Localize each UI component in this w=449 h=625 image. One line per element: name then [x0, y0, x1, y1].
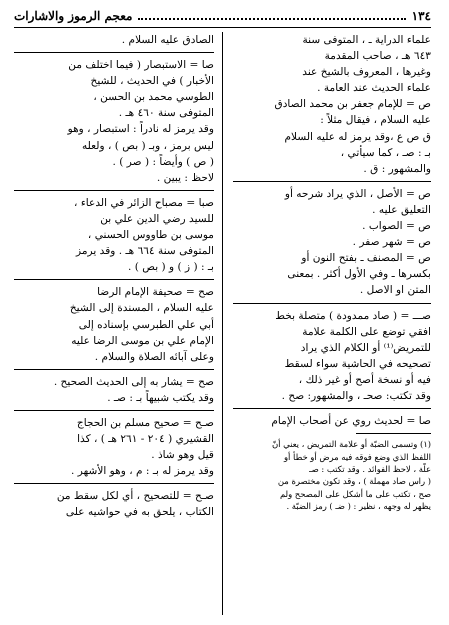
text-line: وقد يرمز له بـ : م ، وهو الأشهر . [70, 465, 214, 478]
text-line: افقي توضع على الكلمة علامة [302, 325, 431, 338]
entry-separator [14, 190, 214, 191]
page-header [14, 6, 431, 26]
text-line: الطوسي محمد بن الحسن ، [93, 91, 214, 104]
left-column [14, 32, 214, 525]
text-line: ق ص ع ،وقد يرمز له عليه السلام [284, 130, 431, 143]
text-line: عليه السلام ، المسندة إلى الشيخ [69, 302, 214, 315]
text-line: صح = صحيفة الإمام الرضا [97, 286, 214, 299]
entry-separator [14, 279, 214, 280]
entry-misbah [14, 195, 214, 275]
entry-block-3 [233, 308, 431, 405]
text-line: المتوفى سنة ٤٦٠ هـ . [118, 107, 214, 120]
text-line: صـح = صحيح مسلم بن الحجاج [76, 416, 214, 429]
entry-block-1 [233, 32, 431, 177]
text-line: ص = الأصل ، الذي يراد شرحه أو [284, 187, 431, 200]
entry-separator [233, 303, 431, 304]
entry-separator [233, 181, 431, 182]
page-number: ١٣٤ [411, 9, 431, 23]
text-line: بكسرها ـ وفي الأول أكثر . بمعنى [287, 268, 431, 281]
entry-separator [14, 369, 214, 370]
text-line: صا = لحديث روي عن أصحاب الإمام [271, 415, 431, 428]
text-line: وقد يرمز له نادراً : استبصار ، وهو [67, 123, 214, 136]
text-line: لاحظ : يبين . [156, 171, 214, 184]
text-line: بـ : صـ ، كما سيأتي ، [340, 146, 431, 159]
text-line: ليس برمز ، وبـ ( بص ) ، ولعله [81, 139, 214, 152]
text-line: المتوفى سنة ٦٦٤ هـ . وقد يرمز [75, 245, 214, 258]
header-dotted-leader [138, 12, 405, 20]
text-line: ص = الصواب . [362, 220, 431, 233]
entry-separator [14, 52, 214, 53]
entry-continuation [14, 32, 214, 48]
entry-tashih [14, 488, 214, 520]
footnote-line: ( راس صاد مهملة ) ، وقد تكون مختصرة من [277, 476, 431, 487]
text-line: قيل وهو شاذ . [151, 449, 214, 462]
text-line: صا = الاستبصار ( فيما اختلف من [68, 59, 214, 72]
column-divider [222, 32, 223, 615]
footnote-line: يظهر له وجهه ، نظير : ( ضـ ) رمز الضبّة . [286, 501, 431, 512]
text-line: علماء الحديث عند العامة . [317, 82, 431, 95]
entry-sahih [14, 374, 214, 406]
text-line: موسى بن طاووس الحسني ، [87, 229, 214, 242]
entry-istibsar [14, 57, 214, 186]
text-line: ص = شهر صفر . [352, 236, 431, 249]
entry-sahih-muslim [14, 415, 214, 479]
text-line: المتن او الاصل . [359, 284, 431, 297]
text-line: والمشهور : ق . [363, 162, 431, 175]
text-line: تصحيحه في الحاشية سواء لسقط [284, 357, 431, 370]
text-line: القشيري ( ٢٠٤ - ٢٦١ هـ ) ، كذا [77, 433, 214, 446]
text-line: عليه السلام ، فيقال مثلاً : [320, 114, 431, 127]
text-line: صبا = مصباح الزائر في الدعاء ، [74, 196, 214, 209]
running-title: معجم الرموز والاشارات [14, 9, 133, 23]
text-line: أبي علي الطبرسي بإسناده إلى [78, 318, 214, 331]
text-line: صـــ = ( صاد ممدودة ) متصلة بخط [275, 309, 431, 322]
entry-separator [233, 408, 431, 409]
entry-block-4 [233, 413, 431, 429]
text-line: وقد يكتب شبيهاً بـ : صـ . [107, 391, 214, 404]
footnote-line: علّة ، لاحظ الفوائد . وقد تكتب : صـ [309, 463, 431, 474]
text-line: الأخبار ) في الحديث ، للشيخ [90, 75, 214, 88]
entry-sahifa [14, 284, 214, 364]
footnote-line: صح ، تكتب على ما أشكل على المصحح ولم [279, 488, 431, 499]
text-line: ( ص ) وأيضاً : ( صر ) . [112, 155, 214, 168]
entry-block-2 [233, 186, 431, 299]
text-line: فيه أو نسخة أصح أو غير ذلك ، [298, 373, 431, 386]
text-line: للتمريض⁽¹⁾ أو الكلام الذي يراد [300, 341, 431, 354]
text-line: ص = للإمام جعفر بن محمد الصادق [274, 98, 431, 111]
text-line: الصادق عليه السلام . [121, 34, 214, 46]
text-line: علماء الدراية ـ ، المتوفى سنة [302, 34, 431, 46]
entry-separator [14, 483, 214, 484]
text-line: صـح = للتصحيح ، أي لكل سقط من [56, 490, 214, 503]
footnote-rule [356, 433, 431, 434]
text-line: التعليق عليه . [372, 203, 431, 216]
footnote [233, 438, 431, 512]
text-line: بـ : ( ز ) و ( بص ) . [128, 261, 214, 274]
text-line: وغيرها ، المعروف بالشيخ عند [302, 66, 431, 79]
footnote-line: (١) وتسمى الضبّة أو علامة التمريض ، يعني أنّ [271, 439, 431, 450]
text-line: وقد تكتب: صحـ ، والمشهور: صح . [281, 389, 431, 402]
text-line: الكتاب ، يلحق به في حواشيه على [65, 506, 214, 519]
text-line: ص = المصنف ـ بفتح النون أو [301, 252, 431, 265]
text-line: ٦٤٣ هـ ، صاحب المقدمة [324, 50, 431, 63]
footnote-line: اللفظ الذي وضع فوقه فيه مرض أو خطأ أو [284, 451, 431, 462]
right-column [233, 32, 431, 513]
text-line: صح = يشار به إلى الحديث الصحيح . [53, 375, 214, 388]
text-line: الإمام علي بن موسى الرضا عليه [71, 334, 214, 347]
entry-separator [14, 410, 214, 411]
text-line: للسيد رضي الدين علي بن [100, 212, 214, 225]
text-line: وعلى آبائه الصلاة والسلام . [94, 350, 214, 363]
header-rule [14, 27, 431, 28]
